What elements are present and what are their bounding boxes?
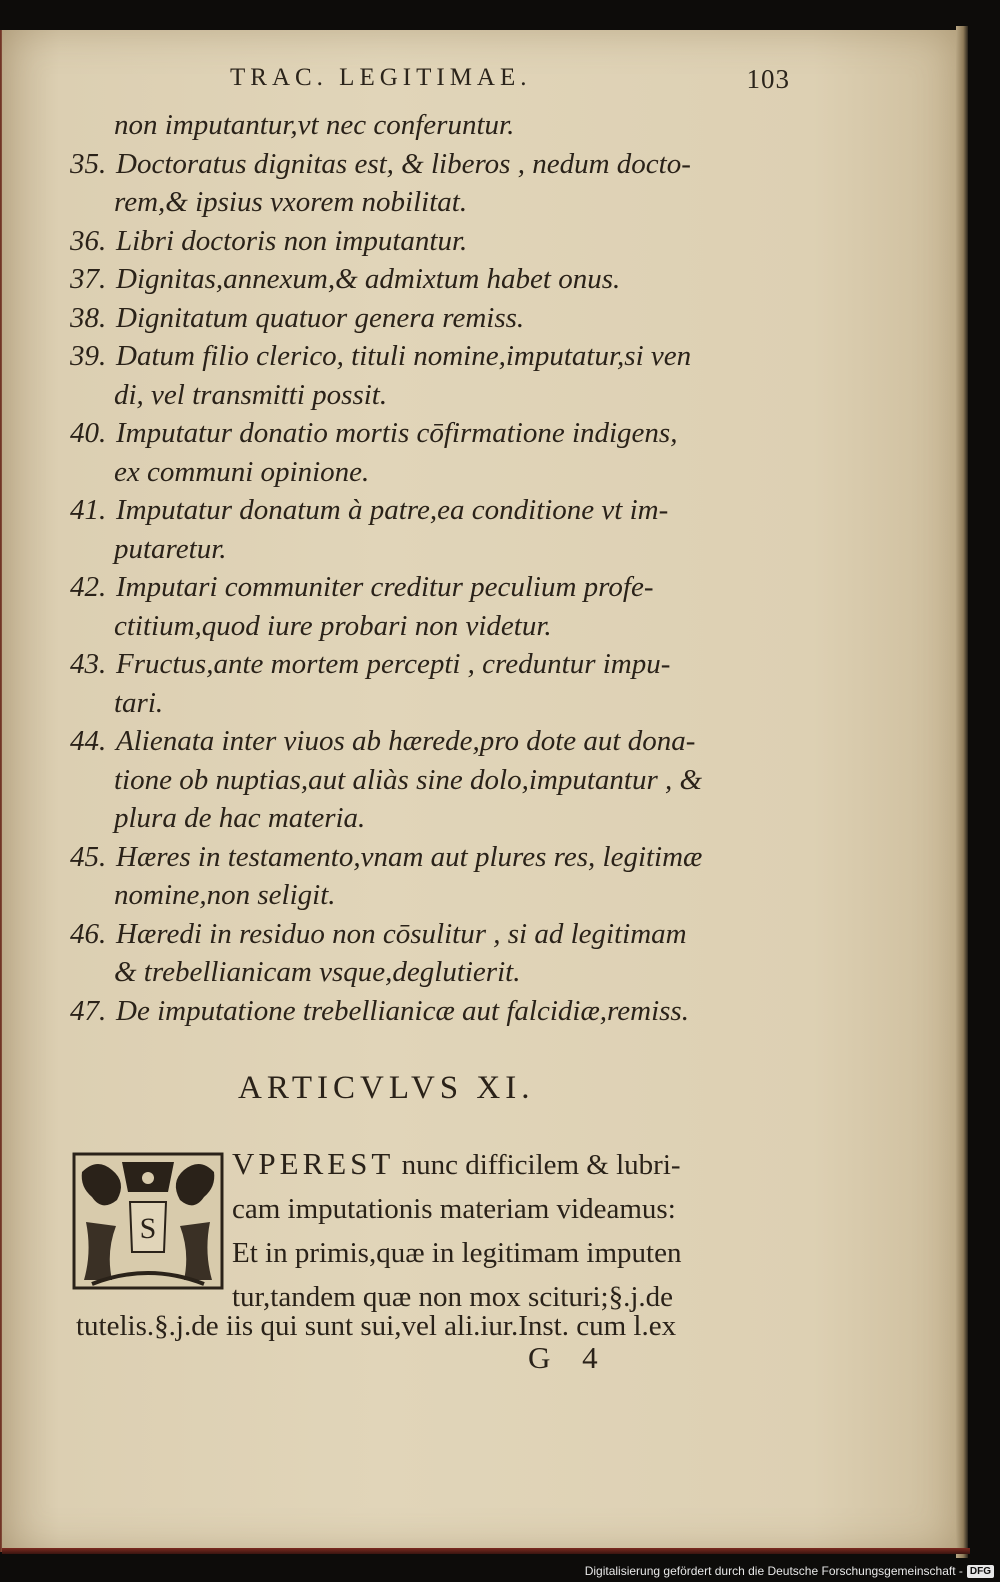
decorated-initial (72, 1152, 224, 1290)
summary-number: 38. (70, 301, 107, 334)
summary-line (70, 337, 790, 376)
summary-text: non imputantur,vt nec conferuntur. (114, 109, 515, 141)
summary-line (70, 838, 790, 877)
article-body-indented (232, 1142, 788, 1319)
summary-number: 39. (70, 340, 107, 372)
summary-line: plura de hac materia. (114, 802, 366, 834)
summary-text: Imputatur donatio mortis cōfirmatione indigens, (116, 417, 678, 449)
dfg-logo-icon: DFG (967, 1565, 994, 1578)
summary-line (70, 106, 790, 145)
summary-line: tione ob nuptias,aut aliàs sine dolo,imputantur , & (114, 763, 703, 796)
footer-credit: Digitalisierung gefördert durch die Deutsche Forschungsgemeinschaft - (584, 1564, 963, 1578)
summary-line (70, 992, 790, 1031)
summary-text: Dignitas,annexum,& admixtum habet onus. (116, 263, 621, 295)
summary-entry (70, 414, 790, 491)
summary-entry (70, 915, 790, 992)
summary-number: 43. (70, 648, 107, 680)
summary-text: Hæres in testamento,vnam aut plures res, legitimæ (116, 840, 703, 873)
summary-entry (70, 722, 790, 838)
article-line-1-rest: nunc difficilem & lubri- (394, 1149, 681, 1181)
summary-list (70, 106, 790, 1030)
summary-entry (70, 145, 790, 222)
initial-letter: S (139, 1212, 157, 1245)
summary-text: Imputatur donatum à patre,ea conditione vt im- (116, 494, 669, 526)
summary-line: tari. (114, 686, 164, 719)
summary-entry (70, 645, 790, 722)
signature-mark: G 4 (528, 1340, 610, 1375)
summary-text: Doctoratus dignitas est, & liberos , nedum docto- (116, 147, 691, 180)
summary-line (70, 722, 790, 761)
summary-line (70, 299, 790, 338)
summary-text: Hæredi in residuo non cōsulitur , si ad legitimam (116, 917, 687, 950)
summary-number: 37. (70, 263, 107, 295)
summary-line (70, 915, 790, 954)
summary-number: 40. (70, 417, 107, 449)
summary-number: 36. (70, 224, 107, 257)
summary-number: 47. (70, 994, 107, 1027)
summary-line: di, vel transmitti possit. (114, 378, 388, 411)
summary-line: putaretur. (114, 532, 227, 565)
summary-text: Dignitatum quatuor genera remiss. (116, 301, 525, 334)
summary-line: nomine,non seligit. (114, 879, 336, 911)
summary-line (70, 145, 790, 184)
digitization-footer (585, 1564, 994, 1578)
summary-line (70, 645, 790, 684)
article-body-full (76, 1304, 788, 1348)
summary-text: Datum filio clerico, tituli nomine,imputatur,si ven (116, 340, 692, 372)
summary-number: 46. (70, 917, 107, 950)
summary-text: Imputari communiter creditur peculium profe- (116, 571, 654, 603)
summary-line: ex communi opinione. (114, 455, 370, 488)
summary-entry (70, 106, 790, 145)
summary-text: Alienata inter viuos ab hærede,pro dote aut dona- (116, 725, 696, 757)
summary-text: Fructus,ante mortem percepti , creduntur impu- (116, 648, 671, 680)
summary-entry (70, 491, 790, 568)
summary-entry (70, 568, 790, 645)
summary-text: Libri doctoris non imputantur. (116, 224, 468, 257)
summary-line: ctitium,quod iure probari non videtur. (114, 609, 552, 642)
article-line-3: Et in primis,quæ in legitimam imputen (232, 1237, 682, 1269)
summary-entry (70, 337, 790, 414)
summary-entry (70, 260, 790, 299)
summary-number: 45. (70, 840, 107, 873)
summary-text: De imputatione trebellianicæ aut falcidiæ,remiss. (116, 994, 689, 1027)
first-word: VPEREST (232, 1146, 395, 1181)
page-number: 103 (746, 64, 790, 94)
article-line-4: tur,tandem quæ non mox sciturі;§.j.de (232, 1281, 674, 1313)
summary-line (70, 222, 790, 261)
summary-line: rem,& ipsius vxorem nobilitat. (114, 186, 468, 218)
summary-entry (70, 222, 790, 261)
summary-entry (70, 838, 790, 915)
article-heading: ARTICVLVS XI. (238, 1070, 535, 1106)
summary-number: 41. (70, 494, 107, 526)
summary-line (70, 260, 790, 299)
summary-entry (70, 992, 790, 1031)
summary-entry (70, 299, 790, 338)
article-line-2: cam imputationis materiam videamus: (232, 1193, 676, 1225)
page-bottom-edge (2, 1548, 970, 1554)
summary-line (70, 568, 790, 607)
summary-number: 35. (70, 147, 107, 180)
page-right-edge (956, 26, 968, 1558)
article-line-5: tutelis.§.j.de iis qui sunt sui,vel ali.iur.Inst. cum l.ex (76, 1310, 677, 1342)
summary-number: 44. (70, 725, 107, 757)
summary-line (70, 491, 790, 530)
summary-line (70, 414, 790, 453)
summary-line: & trebellianicam vsque,deglutierit. (114, 956, 521, 988)
article-line-1 (232, 1142, 788, 1187)
running-header (230, 64, 790, 104)
ornament-initial-icon (72, 1152, 224, 1290)
summary-number: 42. (70, 571, 107, 603)
running-title: TRAC. LEGITIMAE. (230, 64, 532, 91)
